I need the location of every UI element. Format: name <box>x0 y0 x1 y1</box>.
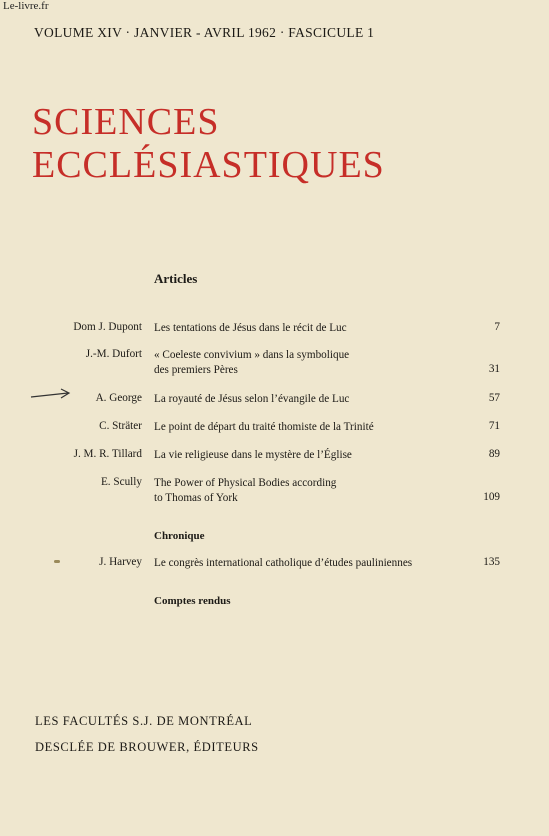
entry-page: 135 <box>483 556 500 568</box>
entry-title-line2: to Thomas of York <box>154 492 238 504</box>
section-heading-articles: Articles <box>154 271 198 286</box>
journal-title-line1: SCIENCES <box>32 101 220 143</box>
publisher-line2: DESCLÉE DE BROUWER, ÉDITEURS <box>35 740 259 754</box>
handwritten-arrow-icon <box>30 388 74 402</box>
entry-author: Dom J. Dupont <box>73 321 142 333</box>
entry-author: J.-M. Dufort <box>85 348 142 360</box>
entry-author: E. Scully <box>100 476 142 488</box>
entry-title-line1: The Power of Physical Bodies according <box>154 477 337 489</box>
entry-title: La vie religieuse dans le mystère de l’Église <box>154 449 352 461</box>
entry-author: J. Harvey <box>99 556 142 568</box>
section-heading-chronique: Chronique <box>154 530 205 542</box>
watermark: Le-livre.fr <box>3 0 49 12</box>
entry-page: 31 <box>488 363 500 375</box>
entry-title-line2: des premiers Pères <box>154 364 238 376</box>
entry-author: C. Sträter <box>99 420 142 432</box>
entry-title: Le point de départ du traité thomiste de la Trinité <box>154 421 374 433</box>
entry-page: 89 <box>488 448 500 460</box>
entry-page: 7 <box>494 321 500 333</box>
entry-page: 109 <box>483 491 500 503</box>
entry-title-line1: « Coeleste convivium » dans la symbolique <box>154 349 350 361</box>
entry-author: A. George <box>95 392 142 404</box>
entry-page: 57 <box>488 392 500 404</box>
journal-title-line2: ECCLÉSIASTIQUES <box>32 144 385 186</box>
publisher-line1: LES FACULTÉS S.J. DE MONTRÉAL <box>35 714 253 728</box>
entry-title: Les tentations de Jésus dans le récit de Luc <box>154 322 347 334</box>
section-heading-comptes-rendus: Comptes rendus <box>154 595 231 607</box>
volume-line: VOLUME XIV · JANVIER - AVRIL 1962 · FASCICULE 1 <box>34 25 375 40</box>
ink-mark <box>54 560 60 563</box>
entry-title: La royauté de Jésus selon l’évangile de Luc <box>154 393 350 405</box>
entry-author: J. M. R. Tillard <box>73 448 142 460</box>
entry-page: 71 <box>488 420 500 432</box>
entry-title: Le congrès international catholique d’études pauliniennes <box>154 557 413 569</box>
